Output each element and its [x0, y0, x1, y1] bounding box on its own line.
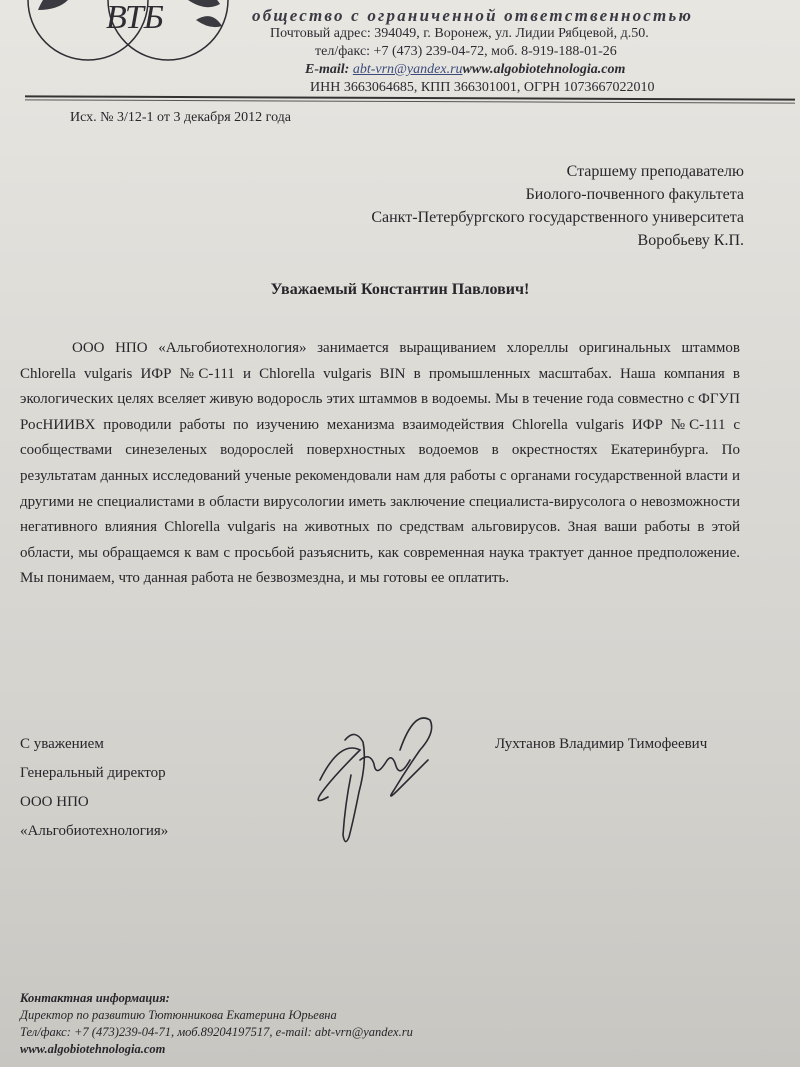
- addressee-line: Биолого-почвенного факультета: [525, 186, 744, 203]
- email-website-line: [305, 62, 625, 78]
- addressee-line: Воробьеву К.П.: [637, 232, 744, 249]
- phone-fax: тел/факс: +7 (473) 239-04-72, моб. 8-919-188-01-26: [315, 44, 617, 59]
- header-email-link[interactable]: abt-vrn@yandex.ru: [352, 62, 463, 77]
- contact-phones: [20, 1024, 413, 1041]
- company-type: общество с ограниченной ответственностью: [252, 6, 694, 25]
- handwritten-signature: [300, 700, 450, 850]
- closing-block: [20, 730, 168, 846]
- addressee-line: Старшему преподавателю: [566, 163, 744, 180]
- signer-name: Лухтанов Владимир Тимофеевич: [495, 736, 708, 752]
- addressee-block: [371, 160, 744, 252]
- contact-person: Директор по развитию Тютюнникова Екатерина Юрьевна: [20, 1008, 337, 1022]
- contact-email-link[interactable]: abt-vrn@yandex.ru: [314, 1025, 413, 1039]
- company-requisites: ИНН 3663064685, КПП 366301001, ОГРН 1073667022010: [310, 80, 655, 95]
- outgoing-number: Исх. № 3/12-1 от 3 декабря 2012 года: [70, 110, 292, 125]
- company-logo: [18, 0, 248, 70]
- contact-phones-text: Тел/факс: +7 (473)239-04-71, моб.89204197517, e-mail:: [20, 1025, 315, 1039]
- logo-letters: ВТБ: [106, 0, 164, 36]
- closing-line: «Альгобиотехнология»: [20, 823, 169, 839]
- closing-line: ООО НПО: [20, 794, 89, 810]
- contact-info: [20, 990, 413, 1058]
- closing-line: Генеральный директор: [20, 765, 166, 781]
- email-label: E-mail:: [305, 62, 353, 77]
- contact-heading: Контактная информация:: [20, 991, 170, 1005]
- letter-body: ООО НПО «Альгобиотехнология» занимается выращиванием хлореллы оригинальных штаммов Chlorella vulgaris ИФР №С-111 и Chlorella vulgaris BIN в промышленных масштабах. Наша компания в экологических целях вселяет живую водоросль этих штаммов в водоемы. Мы в течение года совместно с ФГУП РосНИИВХ проводили работы по изучению механизма взаимодействия Chlorella vulgaris ИФР №С-111 с сообществами синезеленых водорослей поверхностных водоемов в окрестностях Екатеринбурга. По результатам данных исследований ученые рекомендовали нам для работы с органами государственной власти и другими не специалистами в области вирусологии иметь заключение специалиста-вирусолога о невозможности негативного влияния Chlorella vulgaris на животных по средствам альговирусов. Зная ваши работы в этой области, мы обращаемся к вам с просьбой разъяснить, как современная наука трактует данное предположение. Мы понимаем, что данная работа не безвозмездна, и мы готовы ее оплатить.: [20, 340, 740, 587]
- header-website-link[interactable]: www.algobiotehnologia.com: [462, 62, 626, 77]
- closing-line: С уважением: [20, 736, 104, 752]
- postal-address: Почтовый адрес: 394049, г. Воронеж, ул. Лидии Рябцевой, д.50.: [270, 26, 649, 41]
- salutation: Уважаемый Константин Павлович!: [270, 281, 530, 298]
- contact-website-link[interactable]: www.algobiotehnologia.com: [20, 1042, 166, 1056]
- addressee-line: Санкт-Петербургского государственного университета: [371, 209, 744, 226]
